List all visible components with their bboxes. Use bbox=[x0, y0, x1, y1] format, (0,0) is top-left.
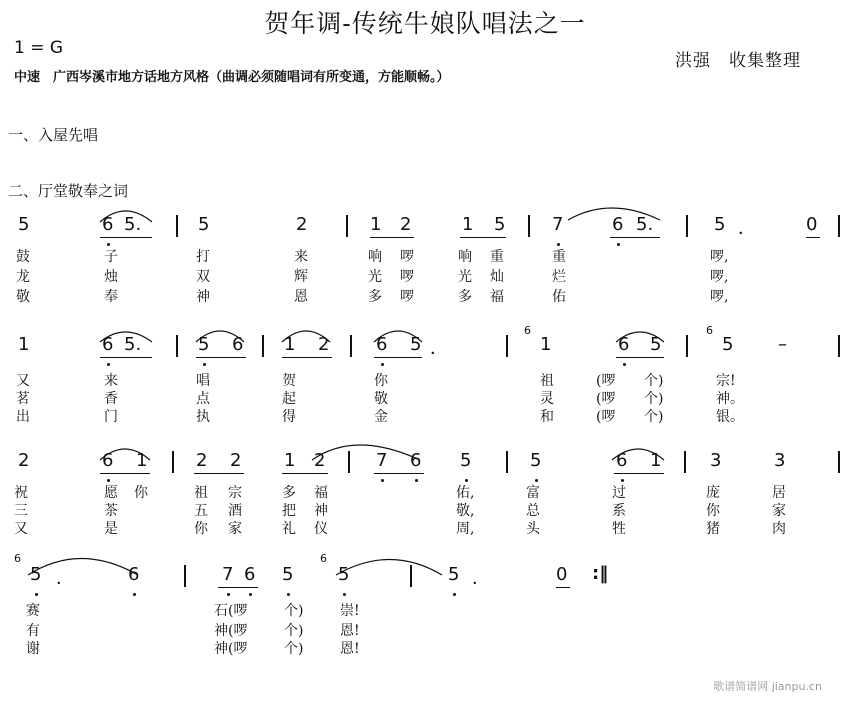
lyric: 重 bbox=[552, 249, 566, 265]
low-octave-dot bbox=[287, 593, 290, 596]
note: 5 bbox=[198, 334, 210, 355]
note: 6 bbox=[616, 450, 628, 471]
barline bbox=[176, 335, 178, 357]
note: 5 bbox=[448, 564, 460, 585]
lyric: 灿 bbox=[490, 269, 504, 285]
lyric: 个) bbox=[284, 641, 304, 657]
note: 6 bbox=[618, 334, 630, 355]
lyric: 石(啰 bbox=[214, 603, 248, 619]
lyric: 神 bbox=[196, 289, 210, 305]
lyric: 福 bbox=[314, 485, 328, 501]
beam bbox=[374, 357, 422, 358]
note: 1 bbox=[284, 334, 296, 355]
low-octave-dot bbox=[381, 363, 384, 366]
lyric: 打 bbox=[196, 249, 210, 265]
lyric: 把 bbox=[282, 503, 296, 519]
note: 1 bbox=[462, 214, 474, 235]
grace-note: 6 bbox=[524, 324, 531, 337]
lyric: 敬 bbox=[374, 391, 388, 407]
barline bbox=[528, 215, 530, 237]
note: 5 bbox=[460, 450, 472, 471]
beam bbox=[100, 357, 152, 358]
lyric: 门 bbox=[104, 409, 118, 425]
lyric: 头 bbox=[526, 521, 540, 537]
lyric: 赛 bbox=[26, 603, 40, 619]
lyric: 过 bbox=[612, 485, 626, 501]
note: 6 bbox=[410, 450, 422, 471]
lyric: 肉 bbox=[772, 521, 786, 537]
note: 6 bbox=[128, 564, 140, 585]
lyric: 有 bbox=[26, 623, 40, 639]
lyric: 贺 bbox=[282, 373, 296, 389]
lyric: 神 bbox=[314, 503, 328, 519]
note-dot: ． bbox=[738, 218, 756, 239]
low-octave-dot bbox=[415, 479, 418, 482]
note: 6 bbox=[232, 334, 244, 355]
lyric: 敬 bbox=[16, 289, 30, 305]
lyric: 起 bbox=[282, 391, 296, 407]
low-octave-dot bbox=[623, 363, 626, 366]
beam bbox=[282, 473, 328, 474]
lyric: 佑 bbox=[552, 289, 566, 305]
low-octave-dot bbox=[617, 243, 620, 246]
lyric: 酒 bbox=[228, 503, 242, 519]
lyric: 崇! bbox=[340, 603, 360, 619]
low-octave-dot bbox=[227, 593, 230, 596]
note: 5. bbox=[636, 214, 654, 235]
lyric: 光 bbox=[368, 269, 382, 285]
note: 6 bbox=[102, 214, 114, 235]
lyric: 茶 bbox=[104, 503, 118, 519]
rest: 0 bbox=[806, 214, 818, 235]
lyric: 宗! bbox=[716, 373, 736, 389]
song-title: 贺年调-传统牛娘队唱法之一 bbox=[264, 9, 586, 38]
lyric: 宗 bbox=[228, 485, 242, 501]
key-signature: 1 = G bbox=[14, 38, 64, 58]
lyric: 神(啰 bbox=[214, 641, 248, 657]
repeat-end-sign: :‖ bbox=[592, 563, 609, 584]
lyric: 啰 bbox=[400, 269, 414, 285]
section-heading-1: 一、入屋先唱 bbox=[8, 126, 99, 144]
lyric: 个) bbox=[644, 391, 664, 407]
beam bbox=[374, 473, 424, 474]
lyric: 庞 bbox=[706, 485, 720, 501]
lyric: (啰 bbox=[596, 391, 616, 407]
note: 5 bbox=[494, 214, 506, 235]
note: 5 bbox=[338, 564, 350, 585]
beam bbox=[218, 587, 258, 588]
barline bbox=[410, 565, 412, 587]
note: 6 bbox=[612, 214, 624, 235]
lyric: 家 bbox=[772, 503, 786, 519]
low-octave-dot bbox=[381, 479, 384, 482]
note: 6 bbox=[102, 450, 114, 471]
lyric: 牲 bbox=[612, 521, 626, 537]
lyric: 居 bbox=[772, 485, 786, 501]
lyric: 茗 bbox=[16, 391, 30, 407]
lyric: 祝 bbox=[14, 485, 28, 501]
lyric: 福 bbox=[490, 289, 504, 305]
note: 5 bbox=[410, 334, 422, 355]
note: 1 bbox=[136, 450, 148, 471]
note: 5 bbox=[530, 450, 542, 471]
barline bbox=[348, 451, 350, 473]
barline bbox=[262, 335, 264, 357]
barline bbox=[346, 215, 348, 237]
note: 2 bbox=[400, 214, 412, 235]
beam bbox=[196, 357, 246, 358]
lyric: 出 bbox=[16, 409, 30, 425]
lyric: 龙 bbox=[16, 269, 30, 285]
beam bbox=[460, 237, 506, 238]
barline bbox=[838, 335, 840, 357]
low-octave-dot bbox=[133, 593, 136, 596]
note: 5 bbox=[198, 214, 210, 235]
lyric: 五 bbox=[194, 503, 208, 519]
lyric: 银。 bbox=[716, 409, 744, 425]
barline bbox=[506, 335, 508, 357]
lyric: 个) bbox=[284, 603, 304, 619]
lyric: 你 bbox=[706, 503, 720, 519]
lyric: 啰 bbox=[400, 289, 414, 305]
lyric: 啰, bbox=[710, 249, 729, 265]
note: 2 bbox=[296, 214, 308, 235]
low-octave-dot bbox=[453, 593, 456, 596]
lyric: 恩 bbox=[294, 289, 308, 305]
lyric: 佑, bbox=[456, 485, 475, 501]
note-dot: ． bbox=[472, 568, 490, 589]
note: 7 bbox=[552, 214, 564, 235]
lyric: 子 bbox=[104, 249, 118, 265]
sustain-dash: – bbox=[778, 334, 787, 355]
watermark: 歌谱简谱网 jianpu.cn bbox=[713, 680, 822, 693]
lyric: 你 bbox=[374, 373, 388, 389]
note: 6 bbox=[102, 334, 114, 355]
lyric: 祖 bbox=[194, 485, 208, 501]
note: 2 bbox=[196, 450, 208, 471]
lyric: 重 bbox=[490, 249, 504, 265]
beam bbox=[616, 357, 664, 358]
lyric: 烛 bbox=[104, 269, 118, 285]
barline bbox=[686, 215, 688, 237]
lyric: (啰 bbox=[596, 373, 616, 389]
lyric: 啰 bbox=[400, 249, 414, 265]
note: 5. bbox=[124, 214, 142, 235]
low-octave-dot bbox=[107, 363, 110, 366]
barline bbox=[506, 451, 508, 473]
lyric: 多 bbox=[368, 289, 382, 305]
lyric: 又 bbox=[14, 521, 28, 537]
lyric: 又 bbox=[16, 373, 30, 389]
lyric: 和 bbox=[540, 409, 554, 425]
lyric: 得 bbox=[282, 409, 296, 425]
beam bbox=[614, 473, 664, 474]
lyric: 啰, bbox=[710, 289, 729, 305]
note: 1 bbox=[650, 450, 662, 471]
note: 2 bbox=[230, 450, 242, 471]
note: 6 bbox=[376, 334, 388, 355]
note: 5 bbox=[650, 334, 662, 355]
note: 5. bbox=[124, 334, 142, 355]
lyric: 啰, bbox=[710, 269, 729, 285]
note: 5 bbox=[30, 564, 42, 585]
lyric: 恩! bbox=[340, 623, 360, 639]
lyric: 个) bbox=[284, 623, 304, 639]
low-octave-dot bbox=[249, 593, 252, 596]
barline bbox=[176, 215, 178, 237]
barline bbox=[684, 451, 686, 473]
grace-note: 6 bbox=[14, 552, 21, 565]
beam bbox=[282, 357, 332, 358]
note: 5 bbox=[714, 214, 726, 235]
lyric: 执 bbox=[196, 409, 210, 425]
lyric: 周, bbox=[456, 521, 475, 537]
section-heading-2: 二、厅堂敬奉之词 bbox=[8, 182, 129, 200]
lyric: 金 bbox=[374, 409, 388, 425]
note: 6 bbox=[244, 564, 256, 585]
lyric: 光 bbox=[458, 269, 472, 285]
lyric: 奉 bbox=[104, 289, 118, 305]
lyric: 你 bbox=[194, 521, 208, 537]
lyric: 香 bbox=[104, 391, 118, 407]
lyric: 愿 bbox=[104, 485, 118, 501]
beam bbox=[610, 237, 660, 238]
note: 1 bbox=[284, 450, 296, 471]
lyric: 个) bbox=[644, 409, 664, 425]
lyric: 唱 bbox=[196, 373, 210, 389]
note: 5 bbox=[282, 564, 294, 585]
lyric: 神(啰 bbox=[214, 623, 248, 639]
lyric: 来 bbox=[294, 249, 308, 265]
lyric: 响 bbox=[458, 249, 472, 265]
lyric: 个) bbox=[644, 373, 664, 389]
author-credit: 洪强 收集整理 bbox=[675, 51, 801, 71]
note: 3 bbox=[710, 450, 722, 471]
beam bbox=[806, 237, 820, 238]
lyric: 烂 bbox=[552, 269, 566, 285]
lyric: 敬, bbox=[456, 503, 475, 519]
lyric: 灵 bbox=[540, 391, 554, 407]
lyric: 恩! bbox=[340, 641, 360, 657]
barline bbox=[838, 451, 840, 473]
barline bbox=[172, 451, 174, 473]
tempo-note: 中速 广西岑溪市地方话地方风格（曲调必须随唱词有所变通，方能顺畅。） bbox=[14, 70, 450, 85]
beam bbox=[370, 237, 414, 238]
low-octave-dot bbox=[203, 363, 206, 366]
lyric: (啰 bbox=[596, 409, 616, 425]
note: 7 bbox=[222, 564, 234, 585]
lyric: 三 bbox=[14, 503, 28, 519]
grace-note: 6 bbox=[320, 552, 327, 565]
lyric: 是 bbox=[104, 521, 118, 537]
lyric: 谢 bbox=[26, 641, 40, 657]
note: 5 bbox=[18, 214, 30, 235]
barline bbox=[350, 335, 352, 357]
note: 1 bbox=[18, 334, 30, 355]
barline bbox=[686, 335, 688, 357]
note: 5 bbox=[722, 334, 734, 355]
lyric: 响 bbox=[368, 249, 382, 265]
low-octave-dot bbox=[343, 593, 346, 596]
lyric: 来 bbox=[104, 373, 118, 389]
lyric: 仪 bbox=[314, 521, 328, 537]
beam bbox=[194, 473, 244, 474]
rest: 0 bbox=[556, 564, 568, 585]
note: 7 bbox=[376, 450, 388, 471]
lyric: 祖 bbox=[540, 373, 554, 389]
beam bbox=[100, 473, 150, 474]
lyric: 富 bbox=[526, 485, 540, 501]
lyric: 神。 bbox=[716, 391, 744, 407]
lyric: 猪 bbox=[706, 521, 720, 537]
note-dot: ． bbox=[430, 338, 448, 359]
note: 2 bbox=[314, 450, 326, 471]
lyric: 总 bbox=[526, 503, 540, 519]
note: 2 bbox=[18, 450, 30, 471]
grace-note: 6 bbox=[706, 324, 713, 337]
lyric: 系 bbox=[612, 503, 626, 519]
lyric: 鼓 bbox=[16, 249, 30, 265]
lyric: 多 bbox=[282, 485, 296, 501]
lyric: 点 bbox=[196, 391, 210, 407]
lyric: 辉 bbox=[294, 269, 308, 285]
barline bbox=[184, 565, 186, 587]
lyric: 你 bbox=[134, 485, 148, 501]
lyric: 多 bbox=[458, 289, 472, 305]
note: 1 bbox=[370, 214, 382, 235]
note-dot: ． bbox=[56, 568, 74, 589]
low-octave-dot bbox=[35, 593, 38, 596]
lyric: 礼 bbox=[282, 521, 296, 537]
beam bbox=[556, 587, 570, 588]
barline bbox=[838, 215, 840, 237]
beam bbox=[100, 237, 152, 238]
note: 1 bbox=[540, 334, 552, 355]
lyric: 双 bbox=[196, 269, 210, 285]
lyric: 家 bbox=[228, 521, 242, 537]
note: 2 bbox=[318, 334, 330, 355]
note: 3 bbox=[774, 450, 786, 471]
